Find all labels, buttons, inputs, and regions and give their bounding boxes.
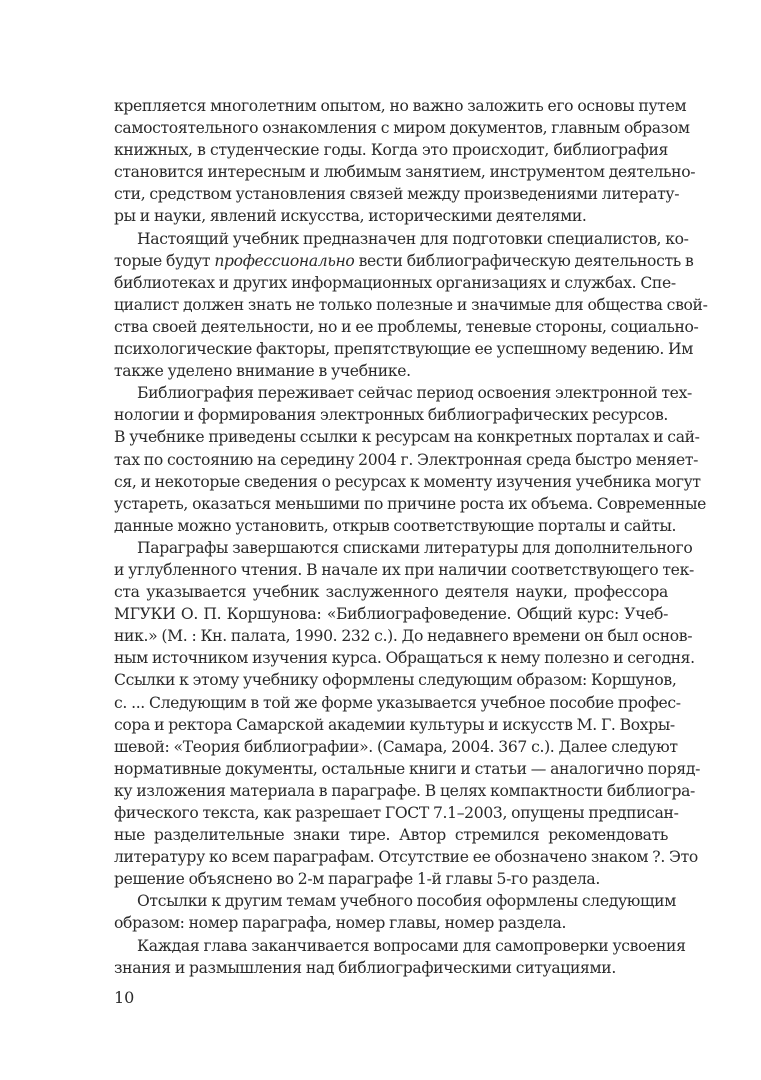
text-line: крепляется многолетним опытом, но важно заложить его основы путем	[114, 97, 687, 115]
text-line: В учебнике приведены ссылки к ресурсам на конкретных порталах и сай-	[114, 428, 700, 447]
text-line: нологии и формирования электронных библиографических ресурсов.	[114, 406, 668, 425]
paragraph	[114, 95, 696, 228]
text-line: тах по состоянию на середину 2004 г. Электронная среда быстро меняет-	[114, 450, 699, 469]
text-line: с. ... Следующим в той же форме указывается учебное пособие профес-	[114, 693, 681, 712]
text-line: МГУКИ О. П. Коршунова: «Библиографоведение. Общий курс: Учеб-	[114, 605, 668, 624]
text-line: сти, средством установления связей между произведениями литерату-	[114, 185, 680, 204]
text-line: шевой: «Теория библиографии». (Самара, 2004. 367 с.). Далее следуют	[114, 737, 678, 756]
text-line: становится интересным и любимым занятием, инструментом деятельно-	[114, 163, 696, 182]
text-line: и углубленного чтения. В начале их при наличии соответствующего тек-	[114, 560, 694, 579]
text-line: также уделено внимание в учебнике.	[114, 362, 411, 381]
text-line: книжных, в студенческие годы. Когда это происходит, библиография	[114, 141, 668, 160]
text-line: библиотеках и других информационных организациях и службах. Спе-	[114, 273, 676, 292]
text-line: знания и размышления над библиографическими ситуациями.	[114, 958, 616, 977]
text-line: психологические факторы, препятствующие ее успешному ведению. Им	[114, 340, 694, 359]
paragraph	[114, 935, 686, 979]
text-line: литературу ко всем параграфам. Отсутствие ее обозначено знаком ?. Это	[114, 848, 698, 867]
page-number: 10	[114, 988, 135, 1007]
text-line: Отсылки к другим темам учебного пособия оформлены следующим	[137, 892, 676, 911]
paragraph	[114, 537, 701, 891]
text-line: самостоятельного ознакомления с миром документов, главным образом	[114, 119, 690, 138]
text-segment: вести библиографическую деятельность в	[354, 251, 694, 270]
text-line: ства своей деятельности, но и ее проблемы, теневые стороны, социально-	[114, 317, 699, 336]
text-line	[114, 250, 694, 272]
paragraph	[114, 382, 707, 537]
text-line: сора и ректора Самарской академии культуры и искусств М. Г. Вохры-	[114, 715, 675, 734]
text-line: Каждая глава заканчивается вопросами для самопроверки усвоения	[137, 936, 686, 955]
text-line: ник.» (М. : Кн. палата, 1990. 232 с.). До недавнего времени он был основ-	[114, 627, 693, 646]
text-line: устареть, оказаться меньшими по причине роста их объема. Современные	[114, 494, 707, 513]
text-line: ные разделительные знаки тире. Автор стремился рекомендовать	[114, 826, 668, 845]
italic-emphasis: профессионально	[214, 251, 355, 270]
text-line: Ссылки к этому учебнику оформлены следующим образом: Коршунов,	[114, 671, 677, 690]
text-line: ным источником изучения курса. Обращаться к нему полезно и сегодня.	[114, 649, 695, 668]
text-line: нормативные документы, остальные книги и статьи — аналогично поряд-	[114, 759, 701, 778]
text-line: ста указывается учебник заслуженного деятеля науки, профессора	[114, 583, 668, 602]
text-line: Настоящий учебник предназначен для подготовки специалистов, ко-	[137, 229, 689, 248]
text-line: решение объяснено во 2-м параграфе 1-й главы 5-го раздела.	[114, 870, 600, 889]
text-line: ся, и некоторые сведения о ресурсах к моменту изучения учебника могут	[114, 472, 701, 491]
body-text	[114, 95, 708, 979]
text-line: ры и науки, явлений искусства, историческими деятелями.	[114, 207, 587, 226]
text-line: образом: номер параграфа, номер главы, номер раздела.	[114, 914, 567, 933]
text-line: фического текста, как разрешает ГОСТ 7.1–2003, опущены предписан-	[114, 804, 679, 822]
paragraph	[114, 228, 708, 383]
paragraph	[114, 890, 676, 934]
text-line: циалист должен знать не только полезные и значимые для общества свой-	[114, 295, 708, 314]
text-line: данные можно установить, открыв соответствующие порталы и сайты.	[114, 516, 677, 535]
text-line: Параграфы завершаются списками литературы для дополнительного	[137, 538, 693, 557]
text-line: Библиография переживает сейчас период освоения электронной тех-	[137, 384, 692, 403]
text-line: ку изложения материала в параграфе. В целях компактности библиогра-	[114, 781, 695, 800]
text-segment: торые будут	[114, 251, 215, 270]
